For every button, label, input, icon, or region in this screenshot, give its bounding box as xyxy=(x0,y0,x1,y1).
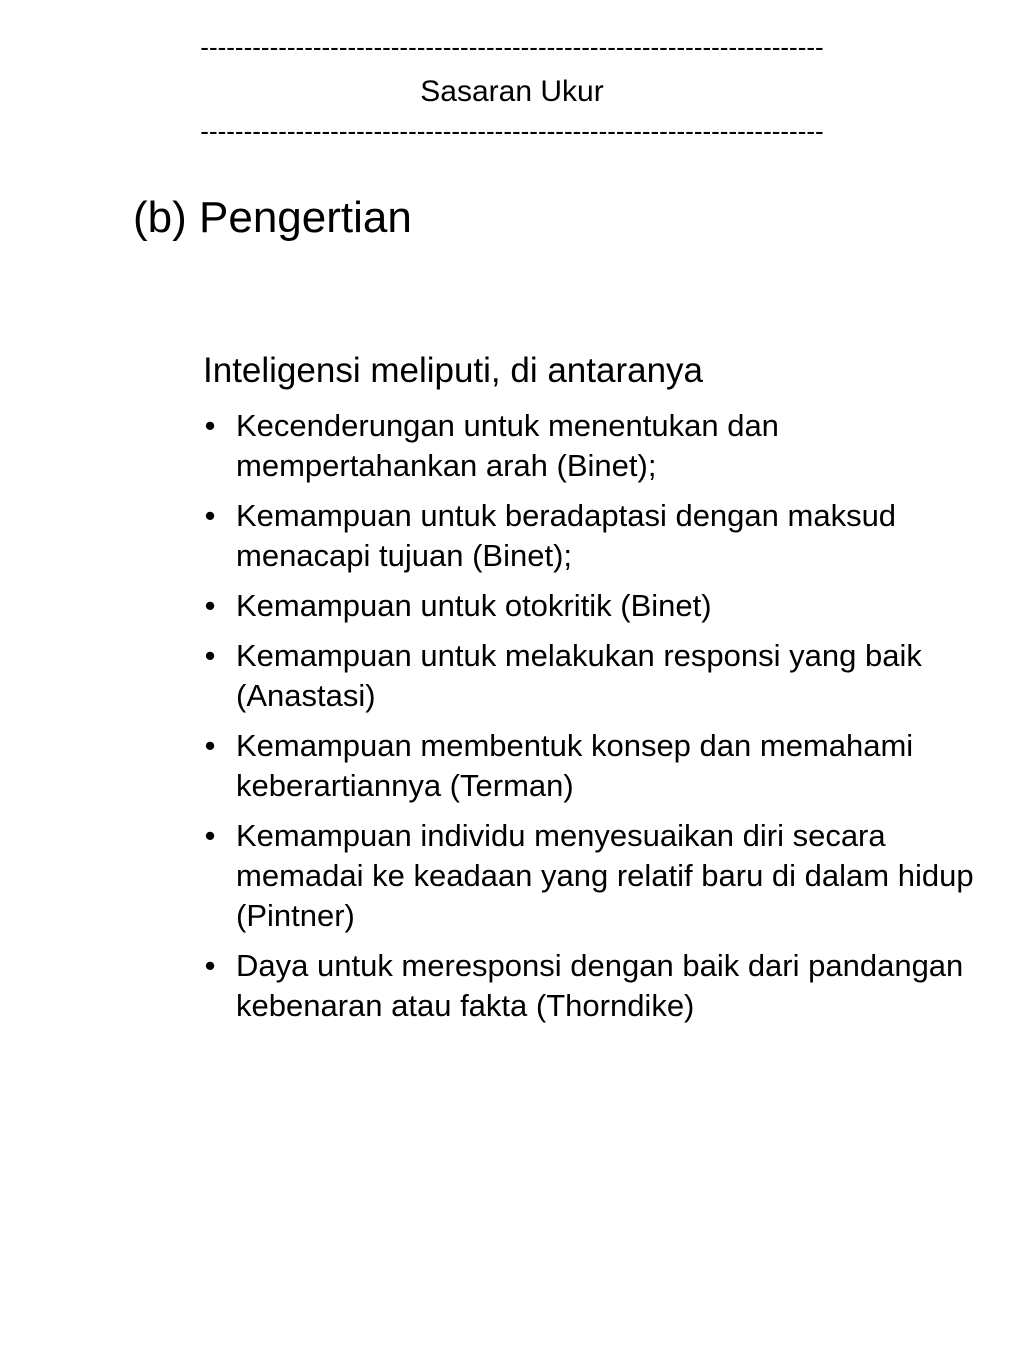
bullet-icon: • xyxy=(204,588,216,623)
bullet-icon: • xyxy=(204,408,216,443)
list-item-text: Kemampuan untuk otokritik (Binet) xyxy=(236,588,712,623)
list-item-text: Kemampuan untuk beradaptasi dengan maksud menacapi tujuan (Binet); xyxy=(236,498,897,573)
header-rule-bottom: ------------------------------------------------------------------------ xyxy=(200,116,824,146)
bullet-icon: • xyxy=(204,818,216,853)
list-item-text: Kemampuan membentuk konsep dan memahami keberartiannya (Terman) xyxy=(236,728,914,803)
intro-text: Inteligensi meliputi, di antaranya xyxy=(203,351,704,390)
section-title: (b) Pengertian xyxy=(133,193,412,242)
list-item-text: Kemampuan individu menyesuaikan diri secara memadai ke keadaan yang relatif baru di dalam hidup (Pintner) xyxy=(236,818,974,933)
list-item xyxy=(200,406,980,486)
list-item-text: Kemampuan untuk melakukan responsi yang baik (Anastasi) xyxy=(236,638,922,713)
header-rule-top: ------------------------------------------------------------------------ xyxy=(200,32,824,62)
list-item-text: Daya untuk meresponsi dengan baik dari pandangan kebenaran atau fakta (Thorndike) xyxy=(236,948,964,1023)
bullet-icon: • xyxy=(204,498,216,533)
list-item xyxy=(200,816,980,936)
bullet-icon: • xyxy=(204,948,216,983)
list-item xyxy=(200,496,980,576)
bullet-icon: • xyxy=(204,638,216,673)
definition-list xyxy=(200,406,980,1036)
bullet-icon: • xyxy=(204,728,216,763)
list-item xyxy=(200,726,980,806)
list-item xyxy=(200,946,980,1026)
list-item xyxy=(200,586,980,626)
list-item xyxy=(200,636,980,716)
header-title: Sasaran Ukur xyxy=(420,75,604,108)
list-item-text: Kecenderungan untuk menentukan dan mempertahankan arah (Binet); xyxy=(236,408,779,483)
